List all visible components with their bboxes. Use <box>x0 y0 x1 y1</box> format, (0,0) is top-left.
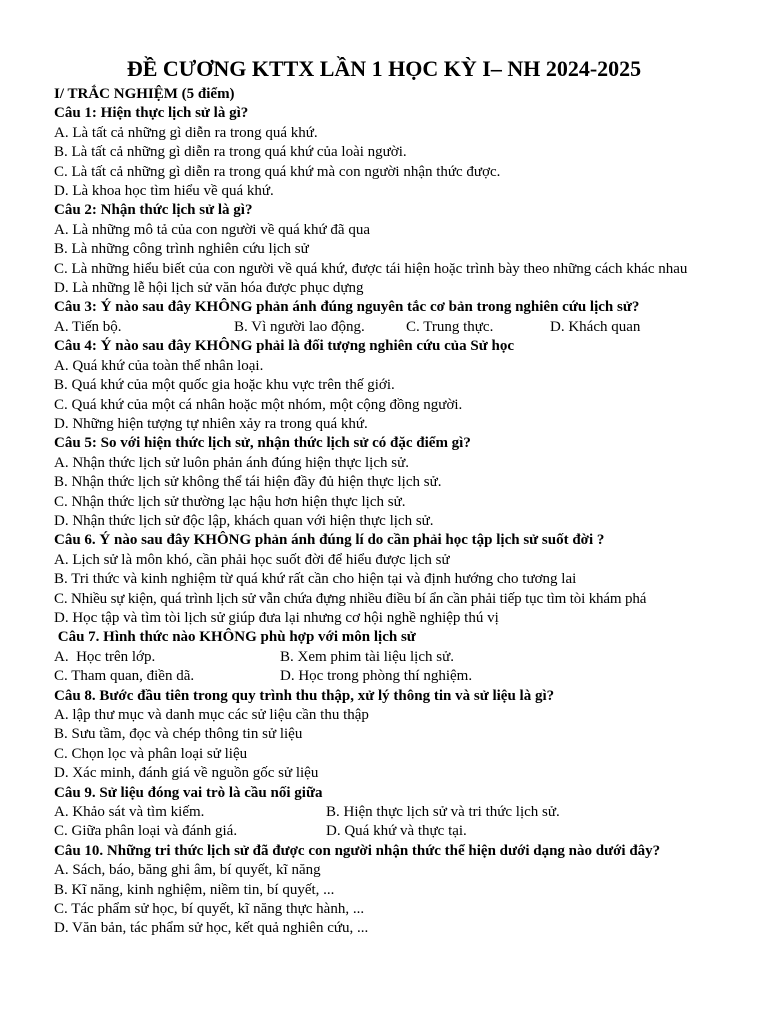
option-b: B. Nhận thức lịch sử không thể tái hiện đầy đủ hiện thực lịch sử. <box>54 474 442 491</box>
option-c: C. Giữa phân loại và đánh giá. <box>54 823 238 840</box>
option-a: A. Học trên lớp. <box>54 648 156 665</box>
question-label: Câu 6. Ý nào sau đây KHÔNG phản ánh đúng lí do cần phải học tập lịch sử suốt đời ? <box>54 532 605 549</box>
question-label: Câu 7. Hình thức nào KHÔNG phù hợp với môn lịch sử <box>54 629 416 646</box>
option-a: A. Nhận thức lịch sử luôn phản ánh đúng hiện thực lịch sử. <box>54 454 409 471</box>
option-c: C. Là những hiểu biết của con người về quá khứ, được tái hiện hoặc trình bày theo những cách khác nhau <box>54 260 688 277</box>
question-10 <box>54 842 714 939</box>
document-title: ĐỀ CƯƠNG KTTX LẦN 1 HỌC KỲ I– NH 2024-2025 <box>126 56 642 81</box>
option-c: C. Chọn lọc và phân loại sử liệu <box>54 745 248 762</box>
option-a: A. Khảo sát và tìm kiếm. <box>54 804 205 821</box>
option-b: B. Kĩ năng, kinh nghiệm, niềm tin, bí quyết, ... <box>54 881 335 898</box>
options-row <box>54 822 714 841</box>
option-c: C. Trung thực. <box>406 318 494 335</box>
option-b: B. Vì người lao động. <box>234 318 365 335</box>
option-d: D. Quá khứ và thực tại. <box>326 823 467 840</box>
option-a: A. Là những mô tả của con người về quá khứ đã qua <box>54 221 370 238</box>
option-b: B. Là tất cả những gì diễn ra trong quá khứ của loài người. <box>54 144 407 161</box>
option-b: B. Xem phim tài liệu lịch sử. <box>280 648 454 665</box>
option-d: D. Văn bản, tác phẩm sử học, kết quả nghiên cứu, ... <box>54 920 369 937</box>
options-row <box>54 648 714 667</box>
option-d: D. Xác minh, đánh giá về nguồn gốc sử liệu <box>54 765 319 782</box>
question-4 <box>54 337 714 434</box>
option-c: C. Là tất cả những gì diễn ra trong quá khứ mà con người nhận thức được. <box>54 163 501 180</box>
question-label: Câu 8. Bước đầu tiên trong quy trình thu thập, xử lý thông tin và sử liệu là gì? <box>54 687 555 704</box>
options-row <box>54 803 714 822</box>
option-c: C. Nhận thức lịch sử thường lạc hậu hơn hiện thực lịch sử. <box>54 493 406 510</box>
option-a: A. Sách, báo, băng ghi âm, bí quyết, kĩ năng <box>54 862 321 879</box>
question-5 <box>54 434 714 531</box>
question-label: Câu 10. Những tri thức lịch sử đã được con người nhận thức thể hiện dưới dạng nào dưới đây? <box>54 842 661 859</box>
question-6 <box>54 531 714 628</box>
option-b: B. Là những công trình nghiên cứu lịch sử <box>54 241 309 258</box>
question-7 <box>54 628 714 686</box>
option-d: D. Những hiện tượng tự nhiên xảy ra trong quá khứ. <box>54 415 368 432</box>
option-d: D. Là những lễ hội lịch sử văn hóa được phục dựng <box>54 280 364 297</box>
question-label: Câu 9. Sử liệu đóng vai trò là cầu nối giữa <box>54 784 323 801</box>
option-c: C. Nhiều sự kiện, quá trình lịch sử vẫn chứa đựng nhiều điều bí ẩn cần phải tiếp tục tìm tòi khám phá <box>54 590 647 607</box>
question-label: Câu 4: Ý nào sau đây KHÔNG phải là đối tượng nghiên cứu của Sử học <box>54 338 514 355</box>
question-1 <box>54 104 714 201</box>
section-heading: I/ TRẮC NGHIỆM (5 điểm) <box>54 86 235 102</box>
question-label: Câu 5: So với hiện thức lịch sử, nhận thức lịch sử có đặc điểm gì? <box>54 435 471 452</box>
question-8 <box>54 687 714 784</box>
option-b: B. Tri thức và kinh nghiệm từ quá khứ rất cần cho hiện tại và định hướng cho tương lai <box>54 571 577 588</box>
option-d: D. Học trong phòng thí nghiệm. <box>280 668 473 685</box>
question-3 <box>54 298 714 337</box>
option-d: D. Nhận thức lịch sử độc lập, khách quan với hiện thực lịch sử. <box>54 512 434 529</box>
options-row <box>54 667 714 686</box>
option-b: B. Hiện thực lịch sử và tri thức lịch sử. <box>326 804 560 821</box>
option-a: A. Là tất cả những gì diễn ra trong quá khứ. <box>54 124 318 141</box>
options-row <box>54 318 714 337</box>
option-c: C. Quá khứ của một cá nhân hoặc một nhóm, một cộng đồng người. <box>54 396 463 413</box>
question-label: Câu 1: Hiện thực lịch sử là gì? <box>54 105 249 122</box>
option-c: C. Tác phẩm sử học, bí quyết, kĩ năng thực hành, ... <box>54 901 365 918</box>
question-label: Câu 2: Nhận thức lịch sử là gì? <box>54 202 253 219</box>
option-b: B. Quá khứ của một quốc gia hoặc khu vực trên thế giới. <box>54 377 395 394</box>
option-b: B. Sưu tầm, đọc và chép thông tin sử liệu <box>54 726 303 743</box>
option-a: A. Quá khứ của toàn thể nhân loại. <box>54 357 264 374</box>
option-d: D. Là khoa học tìm hiểu về quá khứ. <box>54 183 274 200</box>
option-c: C. Tham quan, điền dã. <box>54 668 195 685</box>
option-d: D. Khách quan <box>550 318 641 335</box>
option-a: A. Tiến bộ. <box>54 318 122 335</box>
option-d: D. Học tập và tìm tòi lịch sử giúp đưa lại nhưng cơ hội nghề nghiệp thú vị <box>54 609 499 626</box>
question-9 <box>54 784 714 842</box>
question-2 <box>54 201 714 298</box>
option-a: A. lập thư mục và danh mục các sử liệu cần thu thập <box>54 707 369 723</box>
option-a: A. Lịch sử là môn khó, cần phải học suốt đời để hiểu được lịch sử <box>54 551 450 568</box>
question-label: Câu 3: Ý nào sau đây KHÔNG phản ánh đúng nguyên tắc cơ bản trong nghiên cứu lịch sử? <box>54 299 640 316</box>
